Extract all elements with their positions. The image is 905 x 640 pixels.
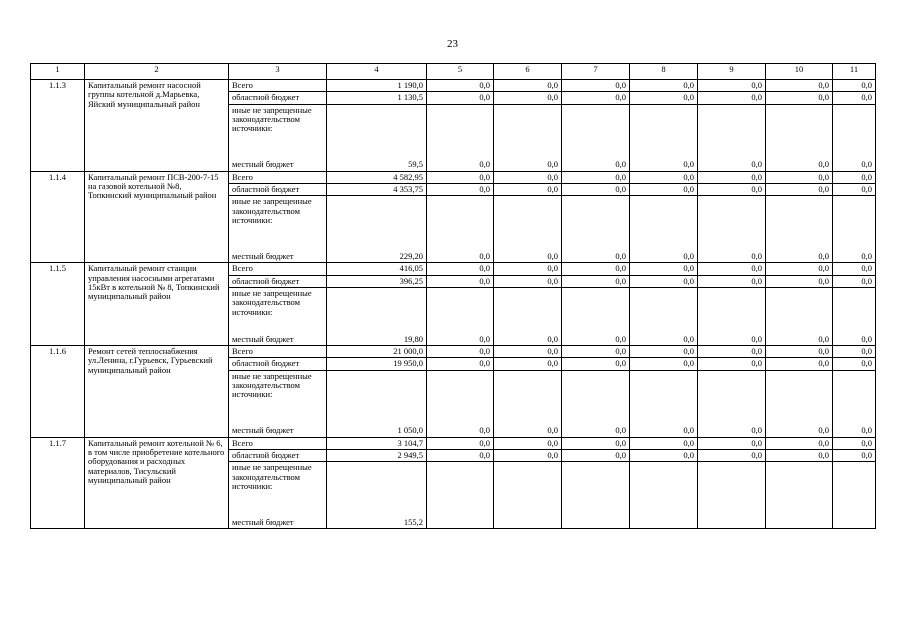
amount-year-cell: 0,0 (494, 196, 562, 263)
amount-year-cell: 0,0 (833, 80, 876, 92)
amount-year-cell: 0,0 (766, 263, 833, 275)
column-header: 1 (31, 64, 85, 80)
amount-year-cell: 0,0 (494, 288, 562, 346)
amount-year-cell: 0,0 (427, 288, 494, 346)
amount-year-cell: 0,0 (427, 171, 494, 183)
column-header: 10 (766, 64, 833, 80)
amount-year-cell (833, 462, 876, 529)
amount-year-cell: 0,0 (630, 184, 698, 196)
amount-year-cell: 0,0 (698, 104, 766, 171)
amount-year-cell: 0,0 (494, 171, 562, 183)
amount-year-cell: 0,0 (833, 358, 876, 370)
amount-year-cell: 0,0 (698, 275, 766, 287)
amount-year-cell: 0,0 (766, 275, 833, 287)
funding-subsource-label: местный бюджет (232, 159, 294, 170)
column-header: 3 (229, 64, 327, 80)
amount-total-cell: 21 000,0 (327, 346, 427, 358)
funding-source-label: иные не запрещенные законодательством источники: (232, 370, 312, 400)
amount-year-cell: 0,0 (698, 437, 766, 449)
amount-year-cell: 0,0 (562, 288, 630, 346)
funding-source (229, 288, 327, 346)
table-row (31, 437, 876, 449)
amount-year-cell: 0,0 (427, 358, 494, 370)
amount-year-cell: 0,0 (562, 437, 630, 449)
amount-year-cell: 0,0 (562, 92, 630, 104)
amount-year-cell: 0,0 (630, 437, 698, 449)
funding-source: областной бюджет (229, 184, 327, 196)
funding-source: областной бюджет (229, 92, 327, 104)
amount-year-cell: 0,0 (833, 92, 876, 104)
amount-year-cell: 0,0 (766, 346, 833, 358)
amount-year-cell: 0,0 (766, 104, 833, 171)
amount-year-cell: 0,0 (427, 196, 494, 263)
amount-year-cell (562, 462, 630, 529)
amount-year-cell: 0,0 (833, 450, 876, 462)
amount-year-cell: 0,0 (833, 288, 876, 346)
amount-year-cell: 0,0 (494, 92, 562, 104)
amount-year-cell: 0,0 (833, 346, 876, 358)
amount-year-cell: 0,0 (562, 104, 630, 171)
amount-year-cell: 0,0 (562, 275, 630, 287)
amount-year-cell: 0,0 (562, 196, 630, 263)
amount-year-cell: 0,0 (630, 80, 698, 92)
amount-year-cell (698, 462, 766, 529)
funding-source-label: иные не запрещенные законодательством источники: (232, 288, 312, 317)
table-body (31, 80, 876, 529)
amount-year-cell: 0,0 (698, 196, 766, 263)
amount-year-cell: 0,0 (766, 437, 833, 449)
amount-year-cell: 0,0 (698, 288, 766, 346)
amount-year-cell: 0,0 (427, 184, 494, 196)
budget-table (30, 63, 876, 529)
funding-source: областной бюджет (229, 450, 327, 462)
amount-year-cell: 0,0 (833, 184, 876, 196)
funding-source (229, 104, 327, 171)
amount-year-cell: 0,0 (833, 370, 876, 437)
measure-name: Капитальный ремонт ПСВ-200-7-15 на газовой котельной №8, Топкинский муниципальный район (85, 171, 229, 263)
amount-year-cell: 0,0 (766, 171, 833, 183)
amount-year-cell: 0,0 (494, 184, 562, 196)
amount-year-cell: 0,0 (766, 358, 833, 370)
amount-total-cell: 155,2 (327, 462, 427, 529)
measure-name: Капитальный ремонт станции управления насосными агрегатами 15кВт в котельной № 8, Топкинский муниципальный район (85, 263, 229, 346)
funding-source: Всего (229, 263, 327, 275)
amount-year-cell: 0,0 (427, 450, 494, 462)
measure-name: Капитальный ремонт котельной № 6, в том числе приобретение котельного оборудования и расходных материалов, Тисульский муниципальный район (85, 437, 229, 529)
amount-year-cell: 0,0 (427, 104, 494, 171)
amount-total-cell: 229,20 (327, 196, 427, 263)
amount-year-cell: 0,0 (766, 450, 833, 462)
funding-source (229, 196, 327, 263)
amount-year-cell: 0,0 (427, 92, 494, 104)
funding-source (229, 370, 327, 437)
amount-year-cell: 0,0 (698, 450, 766, 462)
amount-year-cell: 0,0 (494, 104, 562, 171)
measure-code: 1.1.3 (31, 80, 85, 172)
table-row (31, 171, 876, 183)
amount-year-cell: 0,0 (562, 171, 630, 183)
amount-year-cell: 0,0 (833, 263, 876, 275)
measure-code: 1.1.6 (31, 346, 85, 438)
column-header: 5 (427, 64, 494, 80)
amount-year-cell: 0,0 (562, 370, 630, 437)
amount-total-cell: 1 130,5 (327, 92, 427, 104)
amount-year-cell: 0,0 (494, 275, 562, 287)
amount-year-cell: 0,0 (494, 370, 562, 437)
amount-year-cell: 0,0 (698, 346, 766, 358)
amount-year-cell: 0,0 (562, 263, 630, 275)
amount-year-cell: 0,0 (630, 104, 698, 171)
column-header: 2 (85, 64, 229, 80)
amount-year-cell: 0,0 (427, 346, 494, 358)
amount-year-cell: 0,0 (766, 92, 833, 104)
column-header: 7 (562, 64, 630, 80)
amount-year-cell: 0,0 (494, 263, 562, 275)
amount-year-cell: 0,0 (630, 346, 698, 358)
measure-code: 1.1.4 (31, 171, 85, 263)
amount-year-cell (766, 462, 833, 529)
amount-year-cell: 0,0 (698, 370, 766, 437)
table-row (31, 263, 876, 275)
amount-year-cell: 0,0 (630, 358, 698, 370)
amount-total-cell: 4 582,95 (327, 171, 427, 183)
amount-year-cell: 0,0 (698, 80, 766, 92)
amount-year-cell: 0,0 (698, 92, 766, 104)
column-header: 9 (698, 64, 766, 80)
funding-source-label: иные не запрещенные законодательством источники: (232, 196, 312, 226)
amount-year-cell: 0,0 (427, 80, 494, 92)
amount-year-cell: 0,0 (494, 450, 562, 462)
funding-source-label: иные не запрещенные законодательством источники: (232, 104, 312, 134)
amount-year-cell (427, 462, 494, 529)
amount-year-cell: 0,0 (427, 263, 494, 275)
column-header: 11 (833, 64, 876, 80)
amount-year-cell: 0,0 (427, 437, 494, 449)
amount-year-cell: 0,0 (766, 184, 833, 196)
amount-year-cell: 0,0 (562, 358, 630, 370)
amount-year-cell: 0,0 (562, 80, 630, 92)
table-row (31, 80, 876, 92)
amount-year-cell: 0,0 (698, 171, 766, 183)
funding-source: Всего (229, 171, 327, 183)
amount-year-cell: 0,0 (833, 275, 876, 287)
amount-year-cell: 0,0 (630, 275, 698, 287)
measure-name: Капитальный ремонт насосной группы котельной д.Марьевка, Яйский муниципальный район (85, 80, 229, 172)
amount-year-cell: 0,0 (630, 196, 698, 263)
amount-year-cell: 0,0 (630, 370, 698, 437)
amount-total-cell: 19,80 (327, 288, 427, 346)
amount-year-cell: 0,0 (494, 346, 562, 358)
funding-source: Всего (229, 80, 327, 92)
amount-year-cell: 0,0 (562, 346, 630, 358)
measure-code: 1.1.7 (31, 437, 85, 529)
amount-total-cell: 3 104,7 (327, 437, 427, 449)
amount-year-cell: 0,0 (630, 171, 698, 183)
measure-code: 1.1.5 (31, 263, 85, 346)
amount-year-cell: 0,0 (833, 437, 876, 449)
amount-total-cell: 4 353,75 (327, 184, 427, 196)
funding-source-label: иные не запрещенные законодательством источники: (232, 462, 312, 492)
amount-total-cell: 396,25 (327, 275, 427, 287)
amount-total-cell: 1 050,0 (327, 370, 427, 437)
column-header: 4 (327, 64, 427, 80)
funding-subsource-label: местный бюджет (232, 251, 294, 262)
amount-year-cell: 0,0 (766, 288, 833, 346)
amount-year-cell (494, 462, 562, 529)
amount-year-cell: 0,0 (630, 263, 698, 275)
amount-year-cell: 0,0 (833, 104, 876, 171)
funding-source: областной бюджет (229, 358, 327, 370)
funding-subsource-label: местный бюджет (232, 333, 294, 344)
amount-year-cell: 0,0 (630, 92, 698, 104)
funding-subsource-label: местный бюджет (232, 425, 294, 436)
amount-total-cell: 19 950,0 (327, 358, 427, 370)
amount-year-cell: 0,0 (630, 450, 698, 462)
amount-total-cell: 416,05 (327, 263, 427, 275)
amount-total-cell: 59,5 (327, 104, 427, 171)
column-header: 8 (630, 64, 698, 80)
amount-total-cell: 2 949,5 (327, 450, 427, 462)
funding-subsource-label: местный бюджет (232, 517, 294, 528)
amount-year-cell: 0,0 (766, 80, 833, 92)
amount-year-cell: 0,0 (766, 370, 833, 437)
amount-total-cell: 1 190,0 (327, 80, 427, 92)
amount-year-cell: 0,0 (562, 450, 630, 462)
amount-year-cell: 0,0 (630, 288, 698, 346)
amount-year-cell: 0,0 (833, 171, 876, 183)
amount-year-cell: 0,0 (427, 275, 494, 287)
table-row (31, 346, 876, 358)
funding-source (229, 462, 327, 529)
column-header: 6 (494, 64, 562, 80)
amount-year-cell: 0,0 (494, 80, 562, 92)
amount-year-cell: 0,0 (698, 358, 766, 370)
page-number: 23 (447, 38, 458, 50)
amount-year-cell: 0,0 (427, 370, 494, 437)
amount-year-cell: 0,0 (698, 184, 766, 196)
amount-year-cell: 0,0 (494, 437, 562, 449)
amount-year-cell: 0,0 (766, 196, 833, 263)
amount-year-cell: 0,0 (494, 358, 562, 370)
funding-source: Всего (229, 437, 327, 449)
funding-source: областной бюджет (229, 275, 327, 287)
measure-name: Ремонт сетей теплоснабжения ул.Ленина, г.Гурьевск, Гурьевский муниципальный район (85, 346, 229, 438)
header-row (31, 64, 876, 80)
amount-year-cell: 0,0 (833, 196, 876, 263)
amount-year-cell (630, 462, 698, 529)
amount-year-cell: 0,0 (698, 263, 766, 275)
amount-year-cell: 0,0 (562, 184, 630, 196)
funding-source: Всего (229, 346, 327, 358)
